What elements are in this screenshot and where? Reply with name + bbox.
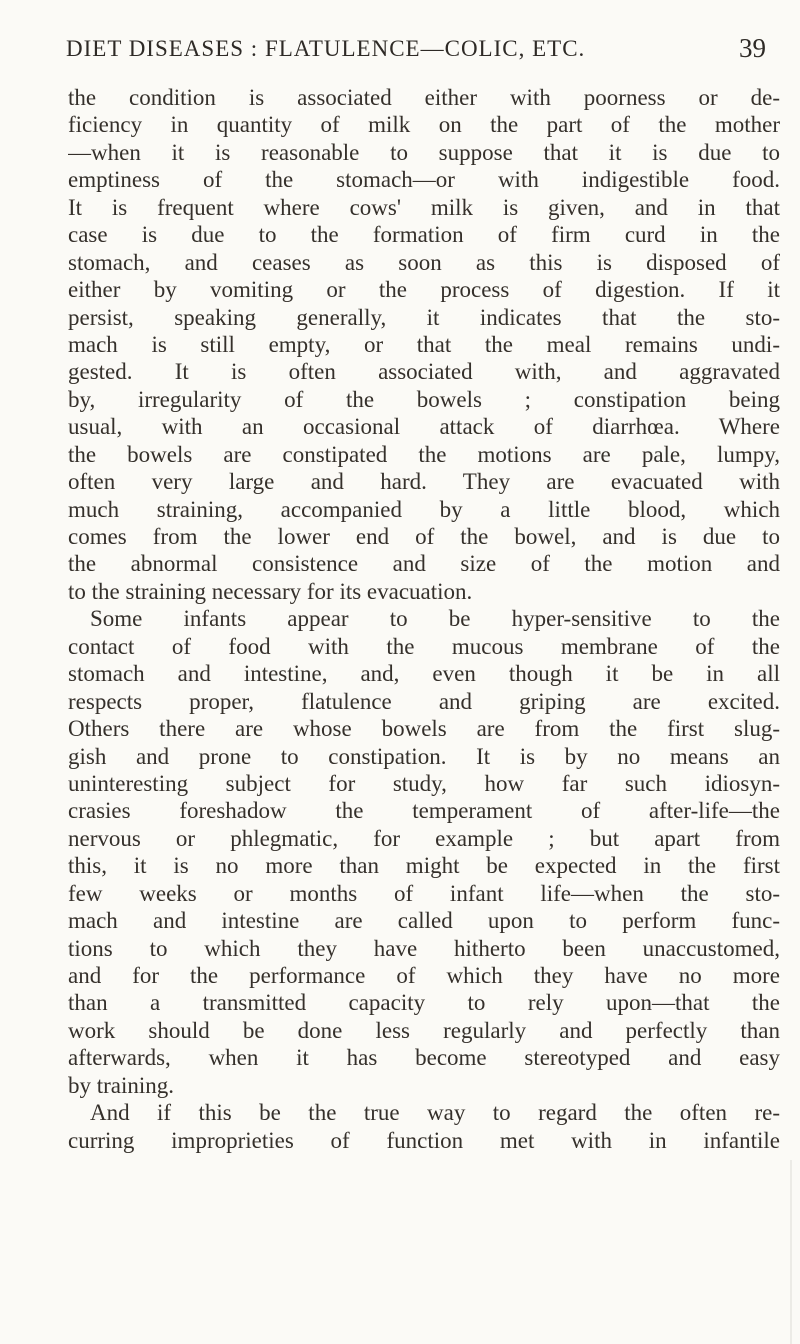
text-line: by training. [68, 1072, 175, 1098]
text-line: mach is still empty, or that the meal remains undi- [68, 331, 780, 357]
text-line: curring improprieties of function met with in infantile [68, 1127, 780, 1153]
text-line: gested. It is often associated with, and aggravated [68, 359, 780, 385]
text-line: Others there are whose bowels are from the first slug- [68, 716, 780, 742]
text-line: and for the performance of which they have no more [68, 963, 780, 988]
text-line: the condition is associated either with poorness or de- [68, 85, 780, 110]
text-line: afterwards, when it has become stereotyped and easy [68, 1045, 780, 1071]
text-line: case is due to the formation of firm curd in the [68, 222, 780, 248]
text-line: often very large and hard. They are evacuated with [68, 469, 780, 495]
text-line: stomach, and ceases as soon as this is disposed of [68, 249, 780, 275]
text-line: work should be done less regularly and perfectly than [68, 1017, 780, 1043]
text-line: the abnormal consistence and size of the motion and [68, 551, 780, 577]
text-line: It is frequent where cows' milk is given, and in that [68, 194, 780, 220]
text-line: uninteresting subject for study, how far such idiosyn- [68, 770, 780, 796]
text-line: by, irregularity of the bowels ; constipation being [68, 386, 780, 412]
text-line: either by vomiting or the process of digestion. If it [68, 277, 780, 303]
text-line: comes from the lower end of the bowel, and is due to [68, 524, 780, 549]
text-line: ficiency in quantity of milk on the part of the mother [68, 112, 780, 138]
text-line: contact of food with the mucous membrane of the [68, 633, 780, 659]
text-line: much straining, accompanied by a little blood, which [68, 496, 780, 522]
text-line: the bowels are constipated the motions are pale, lumpy, [68, 441, 780, 467]
text-line: respects proper, flatulence and griping are excited. [68, 688, 780, 714]
text-line: usual, with an occasional attack of diarrhœa. Where [68, 414, 780, 440]
text-line: gish and prone to constipation. It is by no means an [68, 743, 780, 769]
text-line: to the straining necessary for its evacuation. [68, 578, 473, 604]
text-line: tions to which they have hitherto been unaccustomed, [68, 935, 780, 961]
page-number: 39 [739, 33, 766, 63]
text-line: few weeks or months of infant life—when the sto- [68, 880, 780, 906]
text-line: Some infants appear to be hyper-sensitive to the [90, 606, 780, 632]
text-line: emptiness of the stomach—or with indigestible food. [68, 167, 780, 193]
text-line: mach and intestine are called upon to perform func- [68, 908, 780, 934]
body-text [68, 84, 780, 1154]
text-line: And if this be the true way to regard the often re- [90, 1100, 780, 1126]
page-edge-mark [790, 1160, 792, 1344]
text-line: persist, speaking generally, it indicates that the sto- [68, 304, 780, 330]
text-line: stomach and intestine, and, even though it be in all [68, 661, 780, 687]
running-head: DIET DISEASES : FLATULENCE—COLIC, ETC. [66, 36, 586, 61]
text-line: nervous or phlegmatic, for example ; but apart from [68, 825, 780, 851]
text-line: this, it is no more than might be expected in the first [68, 853, 780, 879]
page-header [60, 28, 768, 68]
text-line: than a transmitted capacity to rely upon—that the [68, 990, 780, 1016]
text-line: —when it is reasonable to suppose that it is due to [68, 139, 780, 165]
text-line: crasies foreshadow the temperament of after-life—the [68, 798, 780, 824]
